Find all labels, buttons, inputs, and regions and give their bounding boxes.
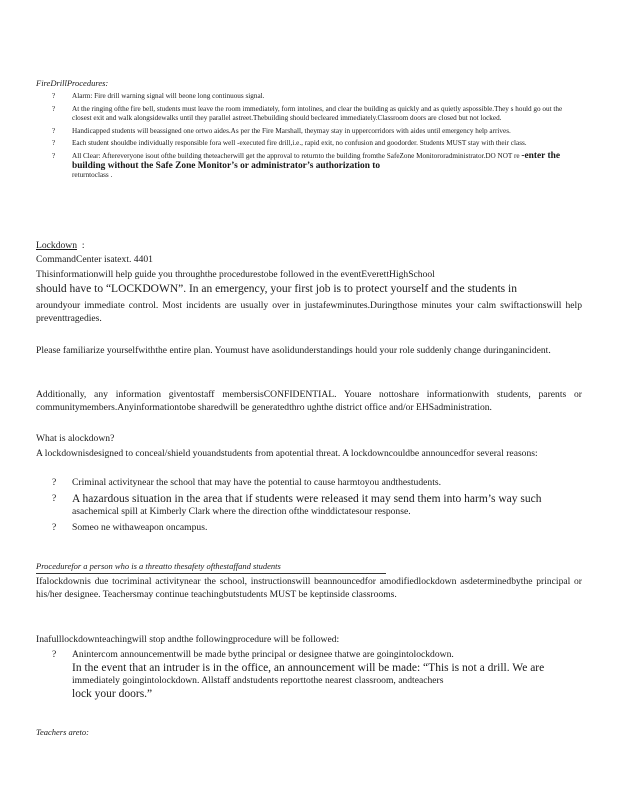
intro-line-2: should have to “LOCKDOWN”. In an emergency, your first job is to protect yourself and the students in (36, 283, 517, 295)
command-center: CommandCenter isatext. 4401 (36, 254, 153, 265)
procedure-title-underline (36, 573, 386, 574)
full-lockdown-steps (52, 649, 582, 704)
what-is-lockdown: What is alockdown? (36, 433, 115, 444)
bullet-icon: ? (52, 139, 56, 148)
list-item: ? A hazardous situation in the area that if students were released it may send them into harm’s way such asachemical spill at Kimberly Clark where the direction ofthe winddictatesour response. (52, 492, 542, 518)
lockdown-heading: Lockdown : (36, 240, 85, 251)
bullet-icon: ? (52, 104, 56, 113)
bullet-icon: ? (52, 477, 57, 488)
list-item: ? Criminal activitynear the school that may have the potential to cause harmtoyou andthestudents. (52, 477, 441, 488)
bullet-icon: ? (52, 521, 57, 533)
list-item: ? Each student shouldbe individually responsible fora well -executed fire drill,i.e., rapid exit, no confusion and goodorder. Students MUST stay with their class. (52, 139, 527, 148)
bullet-icon: ? (52, 92, 56, 100)
list-item: ? At the ringing ofthe fire bell, students must leave the room immediately, form intolines, and clear the building as quickly and as quietly aspossible.They s hould go out the closest exit and walk alongsidewalks until they parallel astreet.Thebuilding should becleared immediately.Classroom doors are closed but not locked. (52, 104, 563, 123)
bullet-icon: ? (52, 492, 57, 504)
procedure-title: Procedurefor a person who is a threatto thesafety ofthestaffand students (36, 561, 281, 571)
list-item: ? Handicapped students will beassigned one ortwo aides.As per the Fire Marshall, theymay stay in uppercorridors with aides until emergency help arrives. (52, 126, 511, 135)
intro-line-1: Thisinformationwill help guide you throughthe procedurestobe followed in the eventEverettHighSchool (36, 269, 435, 280)
full-lockdown: Inafulllockdownteachingwill stop andthe followingprocedure will be followed: (36, 634, 340, 645)
list-item: ? Someo ne withaweapon oncampus. (52, 521, 208, 533)
intro-line-3: aroundyour immediate control. Most incidents are usually over in justafewminutes.Duringthose minutes your calm swiftactionswill help preventtragedies. (36, 300, 582, 324)
teachers-heading: Teachers areto: (36, 727, 89, 737)
lockdown-designed: A lockdownisdesigned to conceal/shield youandstudents from apotential threat. A lockdowncouldbe announcedfor several reasons: (36, 448, 538, 459)
procedure-body: Ifalockdownis due tocriminal activitynear the school, instructionswill beannouncedfor amodifiedlockdown asdeterminedbythe principal or his/her designee. Teachersmay continue teachingbutstudents MUST be keptinside classrooms. (36, 576, 582, 600)
list-item: ? All Clear: Aftereveryone isout ofthe building theteacherwill get the approval to returnto the building fromthe SafeZone Monitororadministrator.DO NOT re -enter the building without the Safe Zone Monitor’s or administrator’s authorization to returntoclass . (52, 150, 560, 180)
bullet-icon: ? (52, 151, 56, 160)
lockdown-reasons (52, 477, 582, 537)
fire-drill-title: FireDrillProcedures: (36, 78, 109, 88)
bullet-icon: ? (52, 126, 56, 135)
confidential-paragraph: Additionally, any information giventostaff membersisCONFIDENTIAL. Youare nottoshare informationwith students, parents or communitymembers.Anyinformationtobe sharedwill be generatedthro ughthe district office and/or EHSadministration. (36, 389, 582, 413)
familiarize-paragraph: Please familiarize yourselfwiththe entire plan. Youmust have asolidunderstandings hould your role suddenly change duringanincident. (36, 345, 551, 356)
all-clear-tail: -enter the building without the Safe Zone Monitor’s or administrator’s authorization to (72, 150, 560, 171)
list-item: ? Alarm: Fire drill warning signal will beone long continuous signal. (52, 92, 265, 100)
bullet-icon: ? (52, 649, 57, 660)
fire-drill-list (52, 92, 582, 184)
list-item: ? Anintercom announcementwill be made bythe principal or designee thatwe are goingintolockdown. In the event that an intruder is in the office, an announcement will be made: “This is not a drill. We are immediately goingintolockdown. Allstaff andstudents reporttothe nearest classroom, andteachers lock your doors.” (52, 649, 545, 700)
